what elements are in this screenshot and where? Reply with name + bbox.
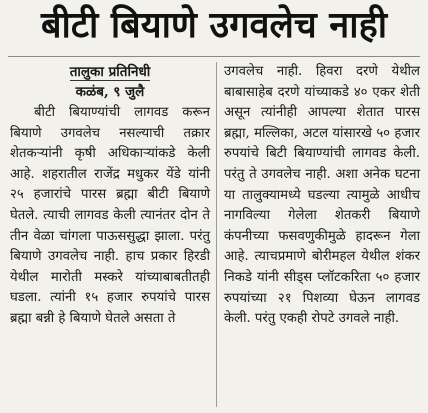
article-column-left [10, 62, 210, 330]
article-text-right: उगवलेच नाही. हिवरा दरणे येथील बाबासाहेब दरणे यांच्याकडे ४० एकर शेती असून त्यांनीही आपल्या शेतात पारस ब्रह्मा, मल्लिका, अटल यांसारखे ५० हजार रुपयांचे बिटी बियाण्यांची लागवड केली. परंतु ते उगवलेच नाही. अशा अनेक घटना या तालुक्यामध्ये घडल्या त्यामुळे आधीच नागविल्या गेलेला शेतकरी बियाणे कंपनीच्या फसवणुकीमुळे हादरून गेला आहे. त्याचप्रमाणे बोरीमहल येथील शंकर निकडे यांनी सीड्स प्लॉटकरिता ५० हजार रुपयांच्या २१ पिशव्या घेऊन लागवड केली. परंतु एकही रोपटे उगवले नाही. [224, 64, 420, 327]
headline: बीटी बियाणे उगवलेच नाही [40, 5, 388, 46]
article-column-right [224, 62, 420, 330]
dateline: कळंब, ९ जुलै [75, 84, 145, 100]
byline-text: तालुका प्रतिनिधी [69, 64, 151, 80]
article-text-left: बीटी बियाण्यांची लागवड करून बियाणे उगवलेच नसल्याची तक्रार शेतकऱ्यांनी कृषी अधिकाऱ्यांकडे केली आहे. शहरातील राजेंद्र मधुकर येंडे यांनी २५ हजारांचे पारस ब्रह्मा बीटी बियाणे घेतले. त्याची लागवड केली त्यानंतर दोन ते तीन वेळा चांगला पाऊससुद्धा झाला. परंतु बियाणे उगवलेच नाही. हाच प्रकार हिरडी येथील मारोती मस्करे यांच्याबाबतीतही घडला. त्यांनी १५ हजार रुपयांचे पारस ब्रह्मा बन्नी हे बियाणे घेतले असता ते [10, 105, 210, 326]
column-divider [216, 62, 217, 407]
byline [10, 62, 210, 82]
headline-divider [8, 56, 420, 57]
